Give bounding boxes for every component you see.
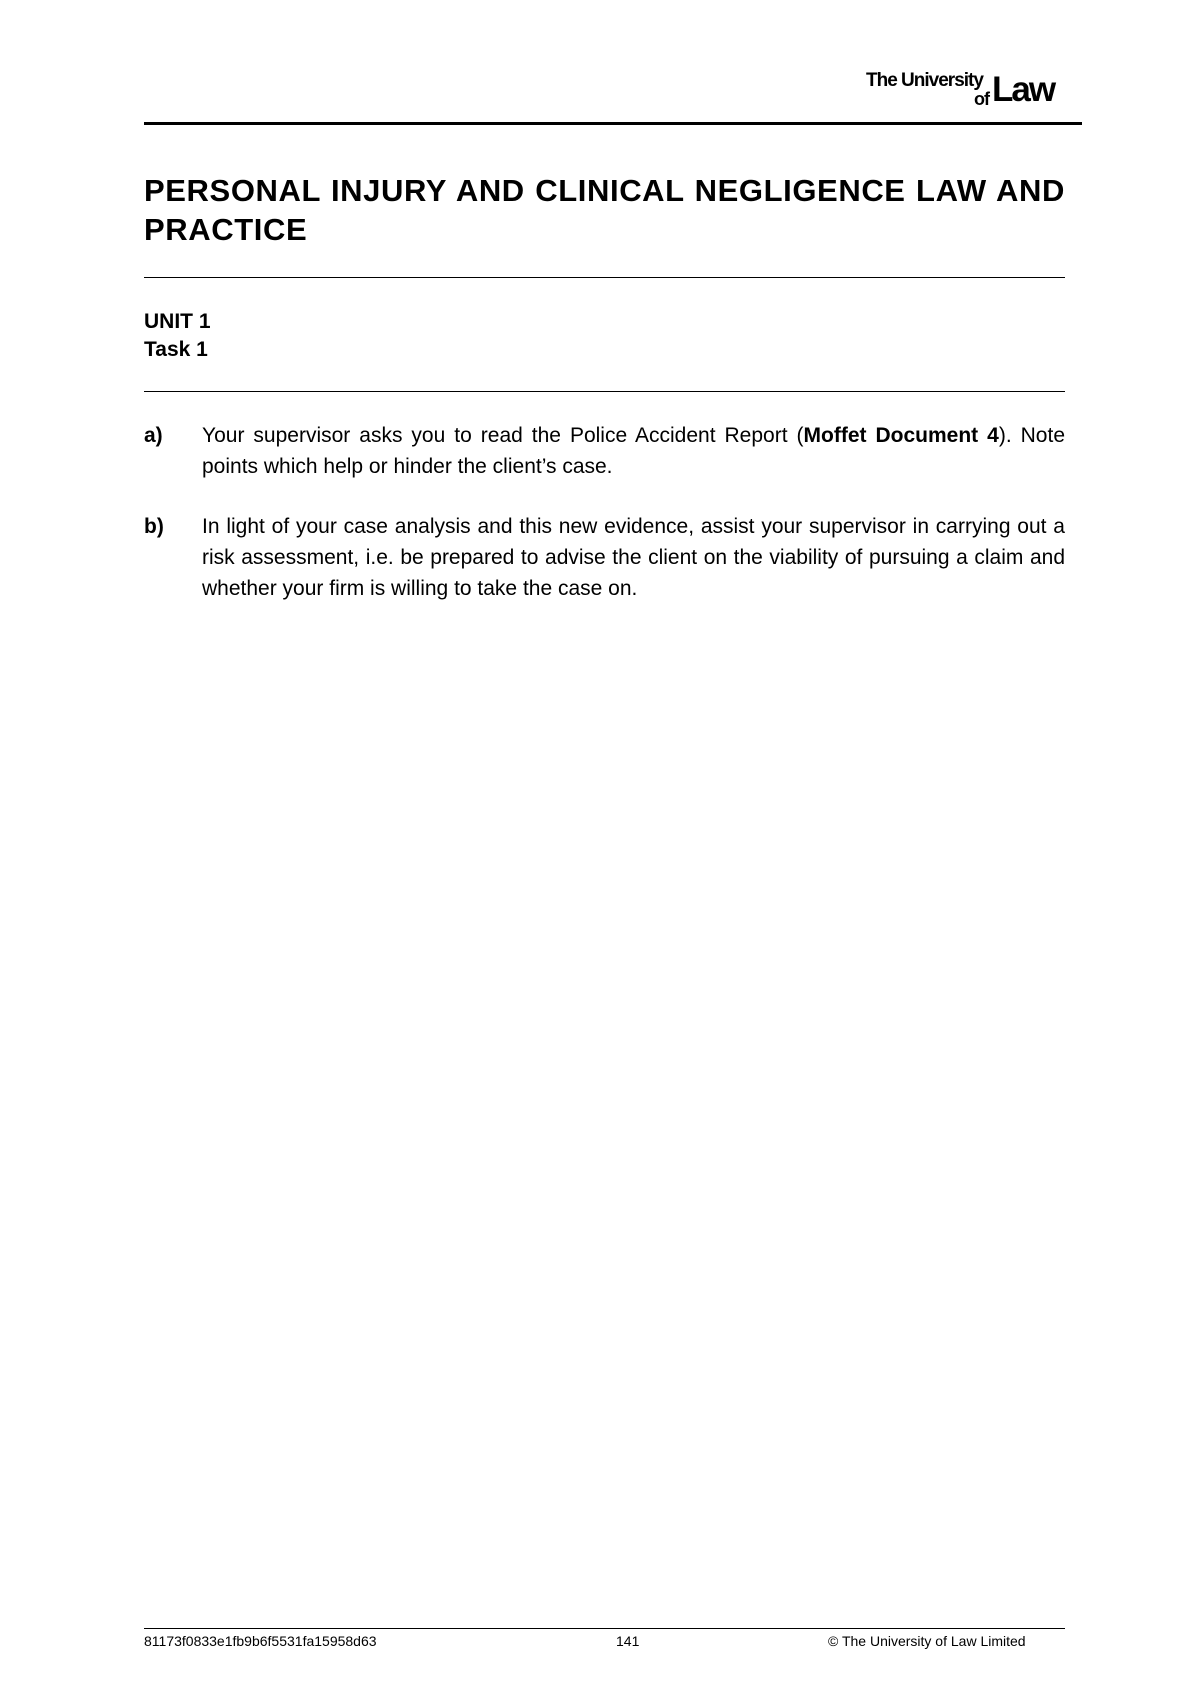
unit-divider xyxy=(144,391,1065,392)
title-divider xyxy=(144,277,1065,278)
item-marker: a) xyxy=(144,424,163,447)
logo-the-university: The University xyxy=(866,70,983,91)
logo-of: of xyxy=(974,89,989,109)
item-text-part: ). Note points which help or hinder the client’s case. xyxy=(202,424,1065,478)
footer-copyright: © The University of Law Limited xyxy=(828,1633,1026,1649)
item-text xyxy=(202,420,1065,482)
footer-page-number: 141 xyxy=(616,1633,640,1649)
task-label: Task 1 xyxy=(144,338,208,361)
document-reference: Moffet Document 4 xyxy=(803,424,999,447)
item-text-part: Your supervisor asks you to read the Police Accident Report ( xyxy=(202,424,804,447)
document-title: PERSONAL INJURY AND CLINICAL NEGLIGENCE LAW AND PRACTICE xyxy=(144,173,1065,247)
university-of-law-logo xyxy=(866,66,1078,112)
item-marker: b) xyxy=(144,515,164,538)
task-item-a xyxy=(144,420,1065,482)
footer-divider xyxy=(144,1628,1065,1629)
footer-document-id: 81173f0833e1fb9b6f5531fa15958d63 xyxy=(144,1633,377,1649)
unit-label: UNIT 1 xyxy=(144,310,211,333)
item-text: In light of your case analysis and this new evidence, assist your supervisor in carrying out a risk assessment, i.e. be prepared to advise the client on the viability of pursuing a claim and whether your firm is willing to take the case on. xyxy=(202,515,1065,600)
task-item-b xyxy=(144,511,1065,604)
header-divider xyxy=(144,122,1082,125)
logo-law: Law xyxy=(992,70,1055,109)
unit-task-block xyxy=(144,308,211,364)
